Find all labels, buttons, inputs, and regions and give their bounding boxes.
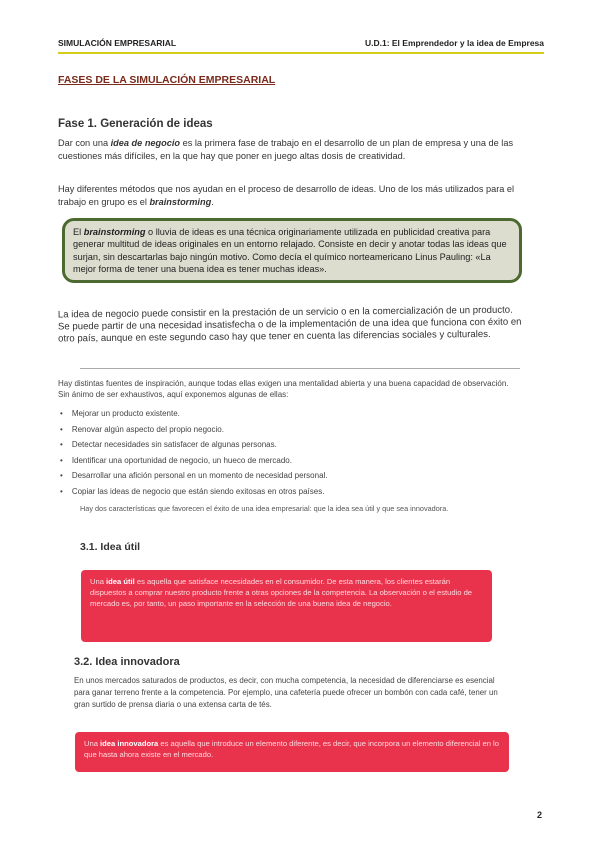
phase-title: Fase 1. Generación de ideas [58, 118, 213, 130]
list-item: • Mejorar un producto existente. [60, 406, 328, 422]
list-item: • Renovar algún aspecto del propio negocio. [60, 422, 328, 438]
subsection-useful-idea-title: 3.1. Idea útil [80, 541, 141, 553]
page-number: 2 [536, 810, 542, 820]
divider [80, 368, 520, 369]
list-item: • Copiar las ideas de negocio que están siendo exitosas en otros países. [60, 484, 328, 500]
inspiration-paragraph: Hay distintas fuentes de inspiración, aunque todas ellas exigen una mentalidad abierta y una buena capacidad de observación. Sin ánimo de ser exhaustivos, aquí exponemos algunas de ellas: [58, 379, 509, 399]
list-item: • Identificar una oportunidad de negocio, un hueco de mercado. [60, 453, 328, 469]
innovative-idea-box: Una idea innovadora es aquella que introduce un elemento diferente, es decir, que incorpora un elemento diferencial en lo que hasta ahora existe en el mercado. [75, 732, 509, 772]
list-item: • Detectar necesidades sin satisfacer de algunas personas. [60, 437, 328, 453]
header-left: SIMULACIÓN EMPRESARIAL [58, 38, 177, 48]
intro-paragraph: Dar con una idea de negocio es la primera fase de trabajo en el desarrollo de un plan de empresa y una de las cuestiones más difíciles, en la que hay que poner en juego altas dosis de creatividad. [58, 138, 514, 161]
innovation-paragraph: En unos mercados saturados de productos, es decir, con mucha competencia, la necesidad de diferenciarse es esencial para ganar terreno frente a la competencia. Por ejemplo, una cafetería puede ofrecer un bombón con cada café, tener un gran surtido de prensa diaria o una extensa carta de tés. [74, 676, 498, 709]
subsection-innovative-idea-title: 3.2. Idea innovadora [74, 656, 180, 668]
page-header [58, 38, 544, 54]
characteristics-paragraph: Hay dos características que favorecen el éxito de una idea empresarial: que la idea sea útil y que sea innovadora. [80, 504, 449, 513]
useful-idea-box: Una idea útil es aquella que satisface necesidades en el consumidor. De esta manera, los clientes estarán dispuestos a comprar nuestro producto frente a otras opciones de la competencia. La observación o el estudio de mercado es, por tanto, un paso importante en la selección de una buena idea de negocio. [81, 570, 492, 642]
business-idea-paragraph: La idea de negocio puede consistir en la prestación de un servicio o en la comercialización de un producto. Se puede partir de una necesidad insatisfecha o de la implementación de una idea que funciona con éxito en otro país, aunque en este segundo caso hay que tener en cuenta las diferencias sociales y culturales. [57, 304, 522, 345]
list-item: • Desarrollar una afición personal en un momento de necesidad personal. [60, 468, 328, 484]
section-title: FASES DE LA SIMULACIÓN EMPRESARIAL [58, 74, 276, 86]
header-right: U.D.1: El Emprendedor y la idea de Empresa [364, 38, 544, 48]
brainstorming-callout: El brainstorming o lluvia de ideas es una técnica originariamente utilizada en publicidad creativa para generar multitud de ideas originales en un entorno relajado. Consiste en decir y anotar todas las ideas que surjan, sin descartarlas bajo ningún motivo. Como decía el químico norteamericano Linus Pauling: «La mejor forma de tener una buena idea es tener muchas ideas». [62, 218, 522, 283]
inspiration-list [60, 406, 328, 500]
methods-paragraph: Hay diferentes métodos que nos ayudan en el proceso de desarrollo de ideas. Uno de los más utilizados para el trabajo en grupo es el brainstorming. [58, 184, 515, 207]
